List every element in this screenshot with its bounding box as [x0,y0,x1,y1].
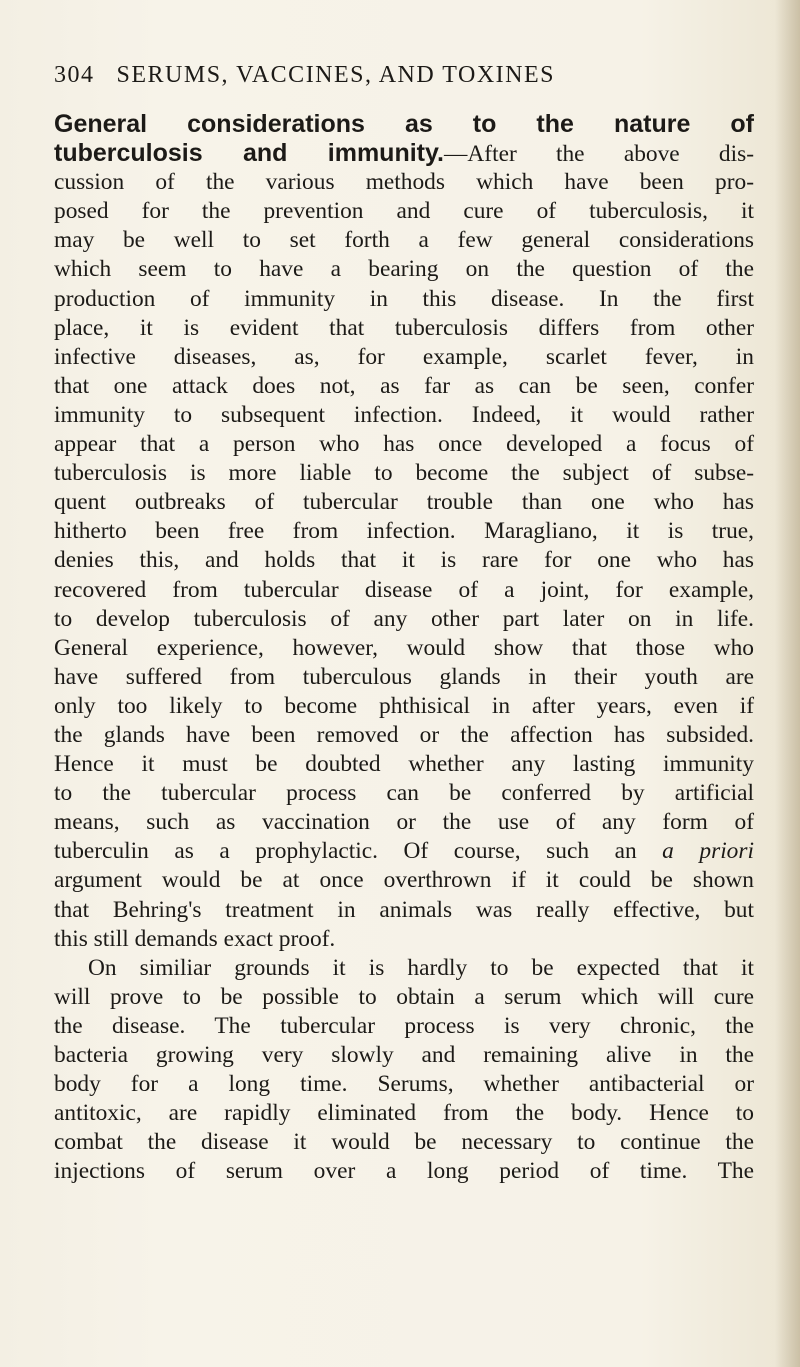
italic-phrase: a priori [662,838,754,865]
text-line: body for a long time. Serums, whether antibacterial or [54,1071,754,1098]
text-line: Hence it must be doubted whether any lasting immunity [54,751,754,778]
page-gutter-shadow [774,0,800,1367]
text-line: denies this, and holds that it is rare for one who has [54,547,754,574]
section-heading-line-2 [54,139,754,168]
text-line: to develop tuberculosis of any other part later on in life. [54,605,754,632]
text-line: production of immunity in this disease. In the first [54,285,754,312]
text-line: posed for the prevention and cure of tuberculosis, it [54,198,754,225]
text-line: argument would be at once overthrown if it could be shown [54,867,754,894]
text-line: means, such as vaccination or the use of any form of [54,809,754,836]
section-heading-continued: tuberculosis and immunity. [54,139,444,168]
text-line-start: tuberculin as a prophylactic. Of course, such an [54,838,637,865]
text-line: appear that a person who has once developed a focus of [54,431,754,458]
text-line: place, it is evident that tuberculosis differs from other [54,314,754,341]
text-line: may be well to set forth a few general considerations [54,227,754,254]
text-line: the disease. The tubercular process is very chronic, the [54,1012,754,1039]
text-line: tuberculosis is more liable to become the subject of subse- [54,460,754,487]
running-head [54,62,555,89]
text-line: have suffered from tuberculous glands in their youth are [54,663,754,690]
section-heading-line-1: General considerations as to the nature of [54,110,754,138]
text-line: the glands have been removed or the affection has subsided. [54,721,754,748]
text-line: injections of serum over a long period of time. The [54,1158,754,1185]
paragraph-last-line: this still demands exact proof. [54,925,336,952]
text-line-with-italic [54,837,754,866]
text-line: antitoxic, are rapidly eliminated from the body. Hence to [54,1100,754,1127]
body-text [54,110,754,1186]
text-line: combat the disease it would be necessary to continue the [54,1129,754,1156]
text-line: that Behring's treatment in animals was really effective, but [54,896,754,923]
text-line: cussion of the various methods which have been pro- [54,169,754,196]
paragraph-first-line: On similiar grounds it is hardly to be expected that it [88,954,754,981]
running-head-title: SERUMS, VACCINES, AND TOXINES [116,62,555,88]
text-line: that one attack does not, as far as can be seen, confer [54,372,754,399]
text-line: bacteria growing very slowly and remaining alive in the [54,1042,754,1068]
text-line: hitherto been free from infection. Maragliano, it is true, [54,518,754,545]
paragraph-opening-text: —After the above dis- [444,141,754,168]
text-line: only too likely to become phthisical in after years, even if [54,692,754,719]
page-number: 304 [54,62,95,88]
text-line: General experience, however, would show that those who [54,634,754,661]
text-line: infective diseases, as, for example, scarlet fever, in [54,343,754,370]
text-line: quent outbreaks of tubercular trouble than one who has [54,489,754,516]
text-line: recovered from tubercular disease of a joint, for example, [54,576,754,603]
text-line: immunity to subsequent infection. Indeed, it would rather [54,401,754,428]
text-line: to the tubercular process can be conferred by artificial [54,780,754,807]
text-line: will prove to be possible to obtain a serum which will cure [54,983,754,1010]
text-line: which seem to have a bearing on the question of the [54,256,754,283]
